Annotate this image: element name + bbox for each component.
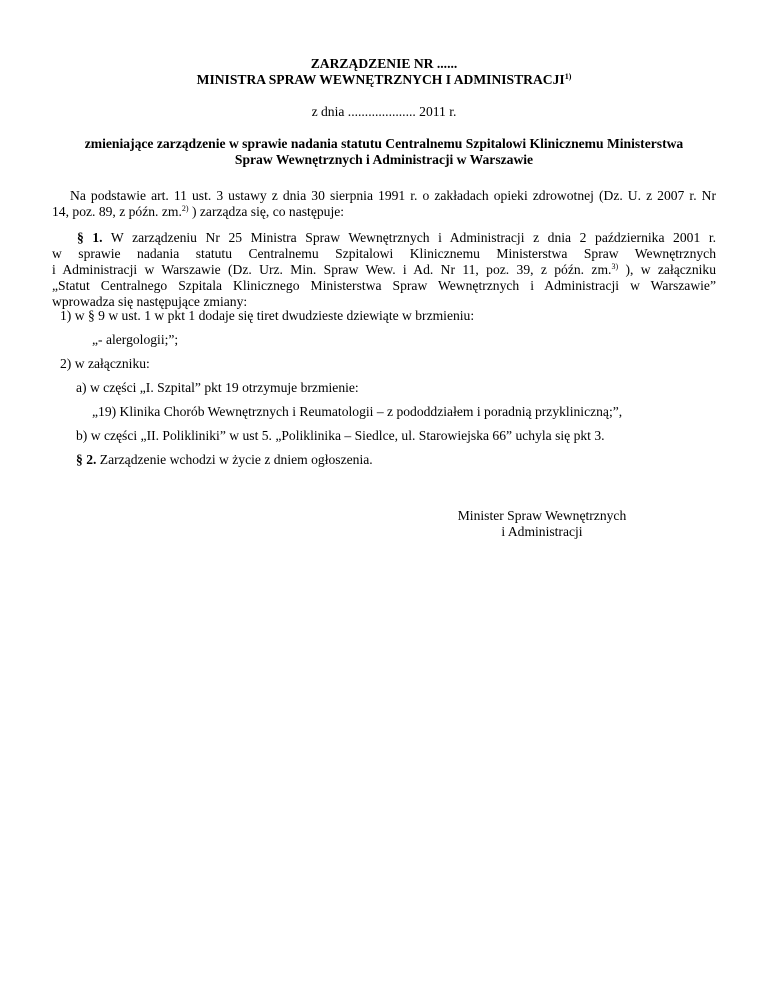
item-2 [60, 356, 150, 372]
document-title [0, 56, 768, 72]
title-footnote-ref: 1) [564, 72, 572, 81]
item-2a [76, 380, 359, 396]
signature-line-2 [452, 524, 632, 540]
item-2a-text: a) w części „I. Szpital” pkt 19 otrzymuje brzmienie: [76, 380, 359, 395]
section-1-line-5: wprowadza się następujące zmiany: [52, 294, 248, 309]
subject-text-1: zmieniające zarządzenie w sprawie nadania statutu Centralnemu Szpitalowi Klinicznemu Ministerstwa [84, 136, 684, 151]
signature-text-2: i Administracji [501, 524, 583, 539]
section-1-text-3b: ), w załączniku [618, 262, 716, 277]
item-2a-quote-text: „19) Klinika Chorób Wewnętrznych i Reumatologii – z pododdziałem i poradnią przykliniczną;”, [92, 404, 623, 419]
title-number: ZARZĄDZENIE NR ...... [310, 56, 458, 71]
item-2b [76, 428, 605, 444]
subject-line-2 [0, 152, 768, 168]
section-1-text-1: W zarządzeniu Nr 25 Ministra Spraw Wewnętrznych i Administracji z dnia 2 października 2001 r. [102, 230, 716, 245]
subject-text-2: Spraw Wewnętrznych i Administracji w Warszawie [234, 152, 534, 167]
subject-line-1 [0, 136, 768, 152]
preamble-line-2b: ) zarządza się, co następuje: [188, 204, 345, 219]
section-2 [76, 452, 373, 468]
section-1-line-2: w sprawie nadania statutu Centralnemu Szpitalowi Klinicznemu Ministerstwa Spraw Wewnętrznych [52, 246, 716, 261]
item-2a-quote [92, 404, 622, 420]
section-1-mark: § 1. [77, 230, 103, 245]
preamble-line-2a: 14, poz. 89, z późn. zm. [52, 204, 182, 219]
section-1-line-4: „Statut Centralnego Szpitala Klinicznego Ministerstwa Spraw Wewnętrznych i Administracji w Warszawie” [52, 278, 716, 293]
item-1-text: 1) w § 9 w ust. 1 w pkt 1 dodaje się tiret dwudzieste dziewiąte w brzmieniu: [60, 308, 475, 323]
preamble-footnote-ref: 2) [181, 204, 189, 213]
date-line: z dnia .................... 2011 r. [311, 104, 457, 119]
section-1 [52, 230, 716, 310]
item-1-quote [92, 332, 178, 348]
signature-line-1 [452, 508, 632, 524]
document-issuer [0, 72, 768, 88]
preamble-line-1: Na podstawie art. 11 ust. 3 ustawy z dnia 30 sierpnia 1991 r. o zakładach opieki zdrowotnej (Dz. U. z 2007 r. Nr [70, 188, 716, 203]
item-1-quote-text: „- alergologii;”; [92, 332, 179, 347]
section-1-line-1 [52, 230, 716, 246]
signature-text-1: Minister Spraw Wewnętrznych [457, 508, 627, 523]
item-2b-text: b) w części „II. Polikliniki” w ust 5. „Poliklinika – Siedlce, ul. Starowiejska 66” uchyla się pkt 3. [76, 428, 605, 443]
item-2-text: 2) w załączniku: [60, 356, 150, 371]
section-1-text-3a: i Administracji w Warszawie (Dz. Urz. Min. Spraw Wew. i Ad. Nr 11, poz. 39, z późn. zm. [52, 262, 612, 277]
title-issuer: MINISTRA SPRAW WEWNĘTRZNYCH I ADMINISTRACJI [196, 72, 565, 87]
item-1 [60, 308, 474, 324]
document-date [0, 104, 768, 120]
preamble [52, 188, 716, 220]
section-2-text: Zarządzenie wchodzi w życie z dniem ogłoszenia. [96, 452, 373, 467]
section-2-mark: § 2. [76, 452, 97, 467]
preamble-line-2 [52, 204, 716, 220]
section-1-footnote-ref: 3) [611, 262, 619, 271]
section-1-line-3 [52, 262, 716, 278]
